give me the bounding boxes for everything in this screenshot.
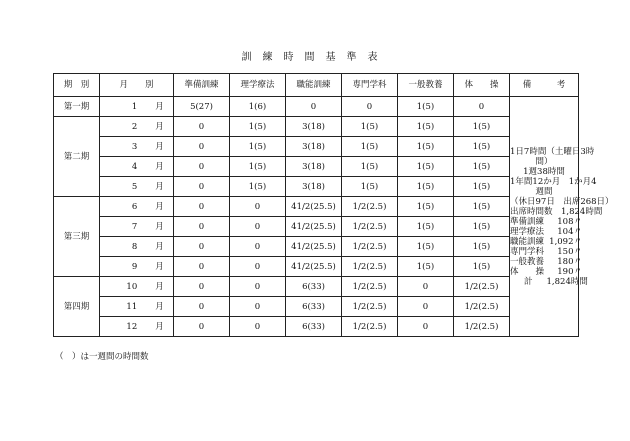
month-unit: 月 xyxy=(155,301,164,312)
month-number: 11 xyxy=(126,301,138,312)
month-number: 9 xyxy=(131,261,138,272)
value-cell: 1/2(2.5) xyxy=(454,297,510,317)
table-row xyxy=(54,237,579,257)
total-line xyxy=(510,276,588,287)
value-cell: 1/2(2.5) xyxy=(342,257,398,277)
month-number: 4 xyxy=(131,161,138,172)
column-header: 理学療法 xyxy=(230,74,286,97)
value-cell: 1/2(2.5) xyxy=(454,317,510,337)
month-number: 2 xyxy=(131,121,138,132)
month-unit: 月 xyxy=(155,261,164,272)
value-cell: 0 xyxy=(230,257,286,277)
month-cell xyxy=(100,117,174,137)
value-cell: 0 xyxy=(174,257,230,277)
remark-line: （休日97日 出席268日） xyxy=(510,196,614,207)
breakdown-value: 190〃 xyxy=(557,266,582,277)
breakdown-value: 1,092〃 xyxy=(549,236,582,247)
value-cell: 1(5) xyxy=(342,137,398,157)
value-cell: 41/2(25.5) xyxy=(286,257,342,277)
remark-line: 出席時間数 1,824時間 xyxy=(510,206,603,217)
value-cell: 1/2(2.5) xyxy=(342,297,398,317)
month-number: 6 xyxy=(131,201,138,212)
value-cell: 0 xyxy=(342,97,398,117)
value-cell: 0 xyxy=(174,117,230,137)
period-cell: 第一期 xyxy=(54,97,100,117)
month-number: 12 xyxy=(126,321,138,332)
breakdown-line xyxy=(510,247,582,257)
remark-line: 週間 xyxy=(535,186,553,197)
table-row xyxy=(54,257,579,277)
value-cell: 0 xyxy=(398,277,454,297)
value-cell: 1/2(2.5) xyxy=(342,317,398,337)
table-row xyxy=(54,157,579,177)
breakdown-line xyxy=(510,267,582,277)
value-cell: 1(5) xyxy=(454,117,510,137)
remarks-cell xyxy=(510,97,614,337)
breakdown-label: 体 操 xyxy=(510,266,545,277)
remark-line: 間） xyxy=(535,156,553,167)
period-cell: 第四期 xyxy=(54,277,100,337)
value-cell: 0 xyxy=(286,97,342,117)
table-body xyxy=(54,97,614,337)
value-cell: 41/2(25.5) xyxy=(286,237,342,257)
value-cell: 0 xyxy=(174,177,230,197)
month-cell xyxy=(100,197,174,217)
table-row xyxy=(54,197,579,217)
value-cell: 1(5) xyxy=(342,157,398,177)
value-cell: 1(5) xyxy=(342,177,398,197)
value-cell: 1(5) xyxy=(454,197,510,217)
value-cell: 1/2(2.5) xyxy=(454,277,510,297)
table-row xyxy=(54,137,579,157)
value-cell: 1/2(2.5) xyxy=(342,277,398,297)
value-cell: 0 xyxy=(174,157,230,177)
column-header: 職能訓練 xyxy=(286,74,342,97)
breakdown-label: 準備訓練 xyxy=(510,216,545,227)
value-cell: 0 xyxy=(174,297,230,317)
value-cell: 41/2(25.5) xyxy=(286,217,342,237)
value-cell: 0 xyxy=(398,317,454,337)
value-cell: 1(5) xyxy=(230,177,286,197)
value-cell: 1(5) xyxy=(230,137,286,157)
remark-line: 1週38時間 xyxy=(523,166,565,177)
value-cell: 41/2(25.5) xyxy=(286,197,342,217)
training-hours-table xyxy=(53,73,614,337)
value-cell: 1(5) xyxy=(398,237,454,257)
value-cell: 1(5) xyxy=(230,117,286,137)
value-cell: 0 xyxy=(398,297,454,317)
value-cell: 1(5) xyxy=(398,97,454,117)
value-cell: 1(5) xyxy=(398,117,454,137)
value-cell: 0 xyxy=(174,277,230,297)
month-number: 10 xyxy=(126,281,138,292)
breakdown-label: 職能訓練 xyxy=(510,236,545,247)
month-number: 3 xyxy=(131,141,138,152)
value-cell: 0 xyxy=(230,297,286,317)
value-cell: 1(5) xyxy=(398,137,454,157)
month-cell xyxy=(100,97,174,117)
value-cell: 1(5) xyxy=(454,137,510,157)
month-cell xyxy=(100,217,174,237)
value-cell: 1(5) xyxy=(454,257,510,277)
breakdown-line xyxy=(510,217,582,227)
value-cell: 0 xyxy=(174,197,230,217)
table-row xyxy=(54,217,579,237)
table-row xyxy=(54,97,579,117)
value-cell: 1/2(2.5) xyxy=(342,217,398,237)
month-unit: 月 xyxy=(155,161,164,172)
month-cell xyxy=(100,297,174,317)
value-cell: 1(5) xyxy=(230,157,286,177)
value-cell: 0 xyxy=(230,197,286,217)
breakdown-line xyxy=(510,257,582,267)
table-title: 訓練時間基準表 xyxy=(241,52,389,63)
month-cell xyxy=(100,257,174,277)
column-header: 体 操 xyxy=(454,74,510,97)
table-row xyxy=(54,297,579,317)
month-cell xyxy=(100,317,174,337)
value-cell: 1/2(2.5) xyxy=(342,197,398,217)
value-cell: 3(18) xyxy=(286,137,342,157)
value-cell: 6(33) xyxy=(286,277,342,297)
month-unit: 月 xyxy=(155,181,164,192)
month-unit: 月 xyxy=(155,201,164,212)
value-cell: 1(5) xyxy=(342,117,398,137)
column-header: 準備訓練 xyxy=(174,74,230,97)
month-unit: 月 xyxy=(155,241,164,252)
breakdown-value: 108〃 xyxy=(557,216,582,227)
value-cell: 1(5) xyxy=(454,157,510,177)
month-unit: 月 xyxy=(155,321,164,332)
column-header: 専門学科 xyxy=(342,74,398,97)
breakdown-value: 180〃 xyxy=(557,256,582,267)
month-unit: 月 xyxy=(155,141,164,152)
month-cell xyxy=(100,237,174,257)
breakdown-label: 理学療法 xyxy=(510,226,545,237)
column-header: 期 別 xyxy=(54,74,100,97)
month-cell xyxy=(100,137,174,157)
table-row xyxy=(54,177,579,197)
breakdown-value: 150〃 xyxy=(557,246,582,257)
month-cell xyxy=(100,157,174,177)
value-cell: 6(33) xyxy=(286,317,342,337)
value-cell: 0 xyxy=(230,237,286,257)
breakdown-value: 104〃 xyxy=(557,226,582,237)
table-row xyxy=(54,117,579,137)
period-cell: 第三期 xyxy=(54,197,100,277)
table-row xyxy=(54,317,579,337)
period-cell: 第二期 xyxy=(54,117,100,197)
value-cell: 0 xyxy=(174,217,230,237)
value-cell: 0 xyxy=(230,317,286,337)
month-number: 7 xyxy=(131,221,138,232)
value-cell: 0 xyxy=(230,217,286,237)
value-cell: 1(5) xyxy=(398,177,454,197)
header-row xyxy=(54,74,579,97)
month-number: 8 xyxy=(131,241,138,252)
remark-line: 1年間12か月 1か月4 xyxy=(510,176,597,187)
month-cell xyxy=(100,277,174,297)
month-unit: 月 xyxy=(155,221,164,232)
table-row xyxy=(54,277,579,297)
value-cell: 3(18) xyxy=(286,177,342,197)
value-cell: 1(5) xyxy=(398,217,454,237)
total-value: 1,824時間 xyxy=(546,276,588,287)
value-cell: 0 xyxy=(174,137,230,157)
breakdown-line xyxy=(510,237,582,247)
column-header: 備 考 xyxy=(510,74,579,97)
value-cell: 1(5) xyxy=(398,197,454,217)
value-cell: 1(5) xyxy=(454,237,510,257)
breakdown-line xyxy=(510,227,582,237)
value-cell: 0 xyxy=(454,97,510,117)
month-unit: 月 xyxy=(155,121,164,132)
value-cell: 3(18) xyxy=(286,117,342,137)
month-unit: 月 xyxy=(155,101,164,112)
breakdown-label: 専門学科 xyxy=(510,246,545,257)
value-cell: 0 xyxy=(174,237,230,257)
value-cell: 1(5) xyxy=(398,257,454,277)
month-unit: 月 xyxy=(155,281,164,292)
remark-line: 1日7時間（土曜日3時 xyxy=(510,146,595,157)
value-cell: 0 xyxy=(230,277,286,297)
breakdown-label: 一般教養 xyxy=(510,256,545,267)
column-header: 月 別 xyxy=(100,74,174,97)
column-header: 一般教養 xyxy=(398,74,454,97)
value-cell: 0 xyxy=(174,317,230,337)
value-cell: 1(5) xyxy=(454,217,510,237)
value-cell: 3(18) xyxy=(286,157,342,177)
value-cell: 1/2(2.5) xyxy=(342,237,398,257)
total-label: 計 xyxy=(524,276,533,287)
value-cell: 1(5) xyxy=(398,157,454,177)
month-cell xyxy=(100,177,174,197)
footnote: （ ）は一週間の時間数 xyxy=(55,352,149,362)
value-cell: 6(33) xyxy=(286,297,342,317)
value-cell: 1(5) xyxy=(454,177,510,197)
month-number: 1 xyxy=(131,101,138,112)
value-cell: 1(6) xyxy=(230,97,286,117)
value-cell: 5(27) xyxy=(174,97,230,117)
month-number: 5 xyxy=(131,181,138,192)
